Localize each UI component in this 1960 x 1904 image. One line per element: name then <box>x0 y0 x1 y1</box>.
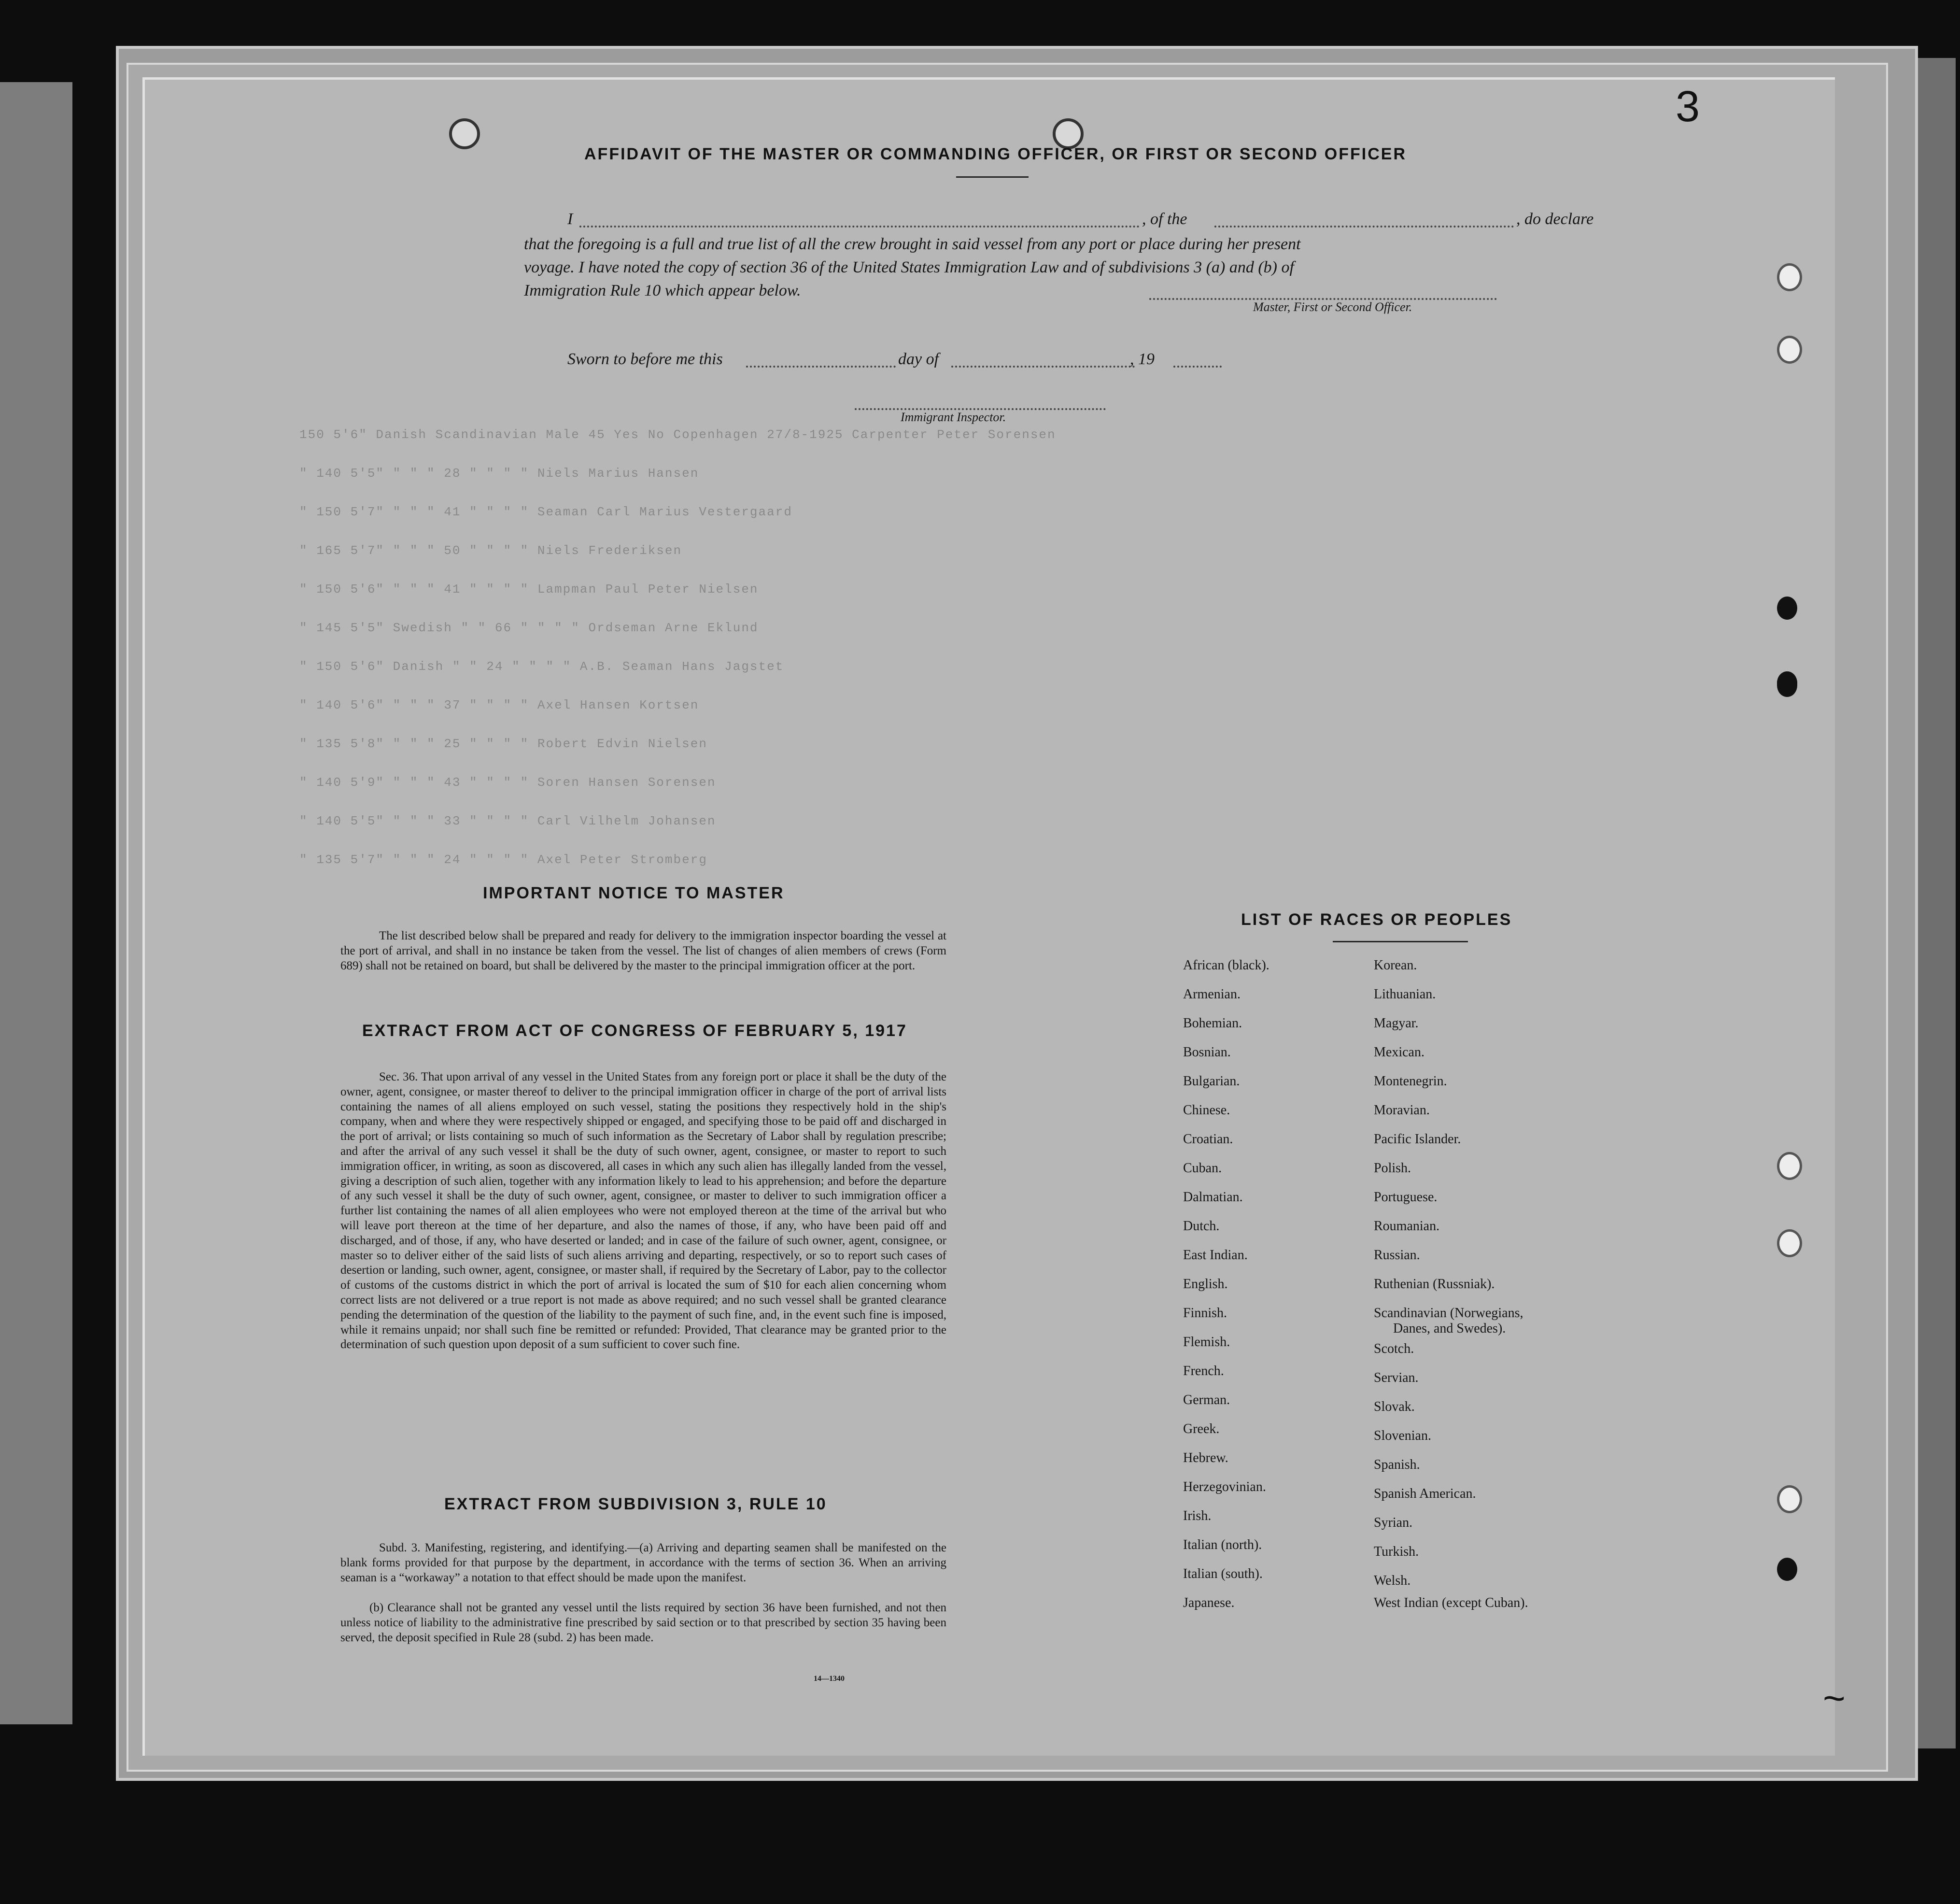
race-item: Turkish. <box>1374 1544 1419 1559</box>
signature-caption: Master, First or Second Officer. <box>1253 300 1412 314</box>
race-item: Spanish American. <box>1374 1486 1476 1501</box>
sworn-text: Sworn to before me this <box>567 350 723 368</box>
punch-hole <box>1777 1152 1802 1180</box>
race-item: Syrian. <box>1374 1515 1413 1530</box>
affidavit-do-declare: , do declare <box>1516 210 1594 228</box>
punch-hole <box>1777 1485 1802 1513</box>
race-item: French. <box>1183 1364 1224 1378</box>
race-item: Slovenian. <box>1374 1428 1431 1443</box>
rule-body-b: (b) Clearance shall not be granted any vessel until the lists required by section 36 have been furnished, and not then unless notice of liability to the administrative fine prescribed by said section or to that prescribed by section 35 having been served, the deposit specified in Rule 28 (subd. 2) has been made. <box>340 1601 946 1644</box>
notice-body: The list described below shall be prepared and ready for delivery to the immigration inspector boarding the vessel at the port of arrival, and shall in no instance be taken from the vessel. The list of changes of alien members of crews (Form 689) shall not be retained on board, but shall be delivered by the master to the principal immigration officer at the port. <box>340 929 946 972</box>
race-item: Servian. <box>1374 1370 1419 1385</box>
affidavit-title: AFFIDAVIT OF THE MASTER OR COMMANDING OFFICER, OR FIRST OR SECOND OFFICER <box>584 145 1407 163</box>
race-item: Italian (north). <box>1183 1537 1262 1552</box>
sworn-day-of: day of <box>898 350 939 368</box>
document-page: 150 5'6" Danish Scandinavian Male 45 Yes No Copenhagen 27/8-1925 Carpenter Peter Sorensen " 140 5'5" " " " 28 " " " " Niels Marius Hansen " 150 5'7" " " " 41 " " " " Seaman Carl Marius Vestergaard " 165 5'7" " " " 50 " " " " Niels Frederiksen " 150 5'6" " " " 41 " " " " Lampman Paul Peter Nielsen " 145 5'5" Swedish " " 66 " " " " Ordseman Arne Eklund " 150 5'6" Danish " " 24 " " " " A.B. Seaman Hans Jagstet " 140 5'6" " " " 37 " " " " Axel Hansen Kortsen " 135 5'8" " " " 25 " " " " Robert Edvin Nielsen " 140 5'9" " " " 43 " " " " Soren Hansen Sorensen " 140 5'5" " " " 33 " " " " Carl Vilhelm Johansen " 135 5'7" " " " 24 " " " " Axel Peter Stromberg AFFIDAVIT OF THE MASTER OR COMMANDING OFFICER, OR FIRST OR SECOND OFFICER I , of the , do declare that the foregoing is a full and true list of all the crew brought in said vessel from any port or place during her present voyage. I have noted the copy of section 36 of the United States Immigration Law and of subdivisions 3 (a) and (b) of Immigration Rule 10 which appear below. Master, First or Second Officer. Sworn to before me this day of , 19 Immigrant Inspector. IMPORTANT NOTICE TO MASTER The list described below shall be prepared and ready for delivery to the immigration inspector boarding the vessel at the port of arrival, and shall in no instance be taken from the vessel. The list of changes of alien members of crews (Form 689) shall not be retained on board, but shall be delivered by the master to the principal immigration officer at the port. EXTRACT FROM ACT OF CONGRESS OF FEBRUARY 5, 1917 Sec. 36. That upon arrival of any vessel in the United States from any foreign port or place it shall be the duty of the owner, agent, consignee, or master thereof to deliver to the principal immigration officer in charge of the port of arrival lists containing the names of all aliens employed on such vessel, stating the positions they respectively hold in the ship's company, when and where they were respectively shipped or engaged, and specifying those to be paid off and discharged in the port of arrival; or lists containing so much of such information as the Secretary of Labor shall by regulation prescribe; and after the arrival of any such vessel it shall be the duty of such owner, agent, consignee, or master to report to such immigration officer, in writing, as soon as discovered, all cases in which any such alien has illegally landed from the vessel, giving a description of such alien, together with any information likely to lead to his apprehension; and before the departure of any such vessel it shall be the duty of such owner, agent, consignee, or master to deliver to such immigration officer a further list containing the names of all alien employees who were not employed thereon at the time of the arrival but who will leave port thereon at the time of her departure, and also the names of those, if any, who have been paid off and discharged, and of those, if any, who have deserted or landed; and in case of the failure of such owner, agent, consignee, or master so to deliver either of the said lists of such aliens arriving and departing, respectively, or so to report such cases of desertion or landing, such owner, agent, consignee, or master shall, if required by the Secretary of Labor, pay to the collector of customs of the customs district in which the port of arrival is located the sum of $10 for each alien concerning whom correct lists are not delivered or a true report is not made as above required; and no such vessel shall be granted clearance pending the determination of the question of the liability to the payment of such fine, and, in the event such fine is imposed, while it remains unpaid; nor shall such fine be remitted or refunded: Provided, That clearance may be granted prior to the determination of such question upon deposit of a sum sufficient to cover such fine. EXTRACT FROM SUBDIVISION 3, RULE 10 Subd. 3. Manifesting, registering, and identifying.—(a) Arriving and departing seamen shall be manifested on the blank forms provided for that purpose by the department, in accordance with the terms of section 36. When an arriving seaman is a “workaway” a notation to that effect should be made upon the manifest. (b) Clearance shall not be granted any vessel until the lists required by section 36 have been furnished, and not then unless notice of liability to the administrative fine prescribed by said section or to that prescribed by section 35 having been served, the deposit specified in Rule 28 (subd. 2) has been made. 14—1340 LIST OF RACES OR PEOPLES African (black). Armenian. Bohemian. Bosnian. Bulgarian. Chinese. Croatian. Cuban. Dalmatian. Dutch. East Indian. English. Finnish. Flemish. French. German. Greek. Hebrew. Herzegovinian. Irish. Italian (north). Italian (south). Japanese. Korean. Lithuanian. Magyar. Mexican. Montenegrin. Moravian. Pacific Islander. Polish. Portuguese. Roumanian. Russian. Ruthenian (Russniak). Scandinavian (Norwegians, Danes, and Swedes). Scotch. Servian. Slovak. Slovenian. Spanish. Spanish American. Syrian. Turkish. Welsh. West Indian (except Cuban). <box>142 77 1835 1756</box>
races-title-rule <box>1333 941 1468 942</box>
punch-hole <box>1777 336 1802 364</box>
rule-title: EXTRACT FROM SUBDIVISION 3, RULE 10 <box>444 1495 827 1513</box>
affidavit-i: I <box>567 210 573 228</box>
punch-hole <box>1777 263 1802 291</box>
form-number: 14—1340 <box>814 1675 845 1683</box>
race-item: Spanish. <box>1374 1457 1420 1472</box>
act-body: Sec. 36. That upon arrival of any vessel in the United States from any foreign port or place it shall be the duty of the owner, agent, consignee, or master thereof to deliver to the principal immigration officer in charge of the port of arrival lists containing the names of all aliens employed on such vessel, stating the positions they respectively hold in the ship's company, when and where they were respectively shipped or engaged, and specifying those to be paid off and discharged in the port of arrival; or lists containing so much of such information as the Secretary of Labor shall by regulation prescribe; and after the arrival of any such vessel it shall be the duty of such owner, agent, consignee, or master to report to such immigration officer, in writing, as soon as discovered, all cases in which any such alien has illegally landed from the vessel, giving a description of such alien, together with any information likely to lead to his apprehension; and before the departure of any such vessel it shall be the duty of such owner, agent, consignee, or master to deliver to such immigration officer a further list containing the names of all alien employees who were not employed thereon at the time of the arrival but who will leave port thereon at the time of her departure, and also the names of those, if any, who have been paid off and discharged, and of those, if any, who have deserted or landed; and in case of the failure of such owner, agent, consignee, or master so to deliver either of the said lists of such aliens arriving and departing, respectively, or so to report such cases of desertion or landing, such owner, agent, consignee, or master shall, if required by the Secretary of Labor, pay to the collector of customs of the customs district in which the port of arrival is located the sum of $10 for each alien concerning whom correct lists are not delivered or a true report is not made as above required; and no such vessel shall be granted clearance pending the determination of the question of the liability to the payment of such fine, and, in the event such fine is imposed, while it remains unpaid; nor shall such fine be remitted or refunded: Provided, That clearance may be granted prior to the determination of such question upon deposit of a sum sufficient to cover such fine. <box>340 1070 946 1351</box>
affidavit-line-4: Immigration Rule 10 which appear below. <box>524 282 801 299</box>
race-item: Portuguese. <box>1374 1190 1438 1205</box>
race-item: Armenian. <box>1183 987 1241 1002</box>
race-item: German. <box>1183 1392 1230 1407</box>
inspector-caption: Immigrant Inspector. <box>901 410 1006 424</box>
rule-body-a: Subd. 3. Manifesting, registering, and identifying.—(a) Arriving and departing seamen shall be manifested on the blank forms provided for that purpose by the department, in accordance with the terms of section 36. When an arriving seaman is a “workaway” a notation to that effect should be made upon the manifest. <box>340 1541 946 1584</box>
race-item: Montenegrin. <box>1374 1074 1447 1089</box>
race-item: Cuban. <box>1183 1161 1222 1176</box>
binding-hole-left <box>449 118 480 149</box>
race-item: English. <box>1183 1277 1228 1292</box>
handwritten-mark: ~ <box>1823 1677 1846 1719</box>
affidavit-title-rule <box>956 176 1029 178</box>
affidavit-line-3: voyage. I have noted the copy of section 36 of the United States Immigration Law and of subdivisions 3 (a) and (b) of <box>524 258 1294 276</box>
punch-hole <box>1777 1558 1797 1581</box>
race-item: Italian (south). <box>1183 1566 1263 1581</box>
race-item: Slovak. <box>1374 1399 1415 1414</box>
race-item: East Indian. <box>1183 1248 1248 1263</box>
race-item: Finnish. <box>1183 1306 1227 1321</box>
race-item: Scotch. <box>1374 1341 1414 1356</box>
race-item: Polish. <box>1374 1161 1411 1176</box>
race-item: Welsh. <box>1374 1573 1411 1588</box>
sworn-month-blank <box>951 366 1135 368</box>
race-item: Hebrew. <box>1183 1450 1228 1465</box>
sworn-year: , 19 <box>1130 350 1155 368</box>
punch-hole <box>1777 1229 1802 1257</box>
race-item: Croatian. <box>1183 1132 1233 1147</box>
affidavit-of-the: , of the <box>1142 210 1187 228</box>
act-title: EXTRACT FROM ACT OF CONGRESS OF FEBRUARY 5, 1917 <box>362 1022 907 1040</box>
race-item: Moravian. <box>1374 1103 1430 1118</box>
race-item: Danes, and Swedes). <box>1393 1321 1506 1336</box>
sworn-day-blank <box>746 366 896 368</box>
race-item: Ruthenian (Russniak). <box>1374 1277 1495 1292</box>
notice-title: IMPORTANT NOTICE TO MASTER <box>483 884 785 902</box>
race-item: Mexican. <box>1374 1045 1424 1060</box>
affidavit-name-blank <box>579 226 1140 227</box>
race-item: Pacific Islander. <box>1374 1132 1461 1147</box>
punch-hole <box>1777 674 1797 697</box>
affidavit-line-2: that the foregoing is a full and true list of all the crew brought in said vessel from any port or place during her present <box>524 235 1301 253</box>
race-item: Dalmatian. <box>1183 1190 1243 1205</box>
page-number: 3 <box>1676 83 1700 131</box>
races-title: LIST OF RACES OR PEOPLES <box>1241 910 1512 929</box>
sworn-year-blank <box>1173 366 1222 368</box>
race-item: Russian. <box>1374 1248 1420 1263</box>
race-item: Irish. <box>1183 1508 1212 1523</box>
race-item: Lithuanian. <box>1374 987 1436 1002</box>
race-item: Bohemian. <box>1183 1016 1242 1031</box>
race-item: Dutch. <box>1183 1219 1220 1234</box>
race-item: Herzegovinian. <box>1183 1479 1266 1494</box>
race-item: Bosnian. <box>1183 1045 1231 1060</box>
race-item: Japanese. <box>1183 1595 1235 1610</box>
race-item: Bulgarian. <box>1183 1074 1240 1089</box>
race-item: Korean. <box>1374 958 1417 973</box>
race-item: African (black). <box>1183 958 1269 973</box>
race-item: Flemish. <box>1183 1335 1230 1350</box>
punch-hole <box>1777 597 1797 620</box>
race-item: Scandinavian (Norwegians, <box>1374 1306 1523 1321</box>
race-item: Chinese. <box>1183 1103 1230 1118</box>
race-item: West Indian (except Cuban). <box>1374 1595 1528 1610</box>
race-item: Roumanian. <box>1374 1219 1440 1234</box>
affidavit-vessel-blank <box>1214 226 1514 227</box>
race-item: Magyar. <box>1374 1016 1419 1031</box>
race-item: Greek. <box>1183 1421 1220 1436</box>
adjacent-page-edge <box>0 82 72 1724</box>
